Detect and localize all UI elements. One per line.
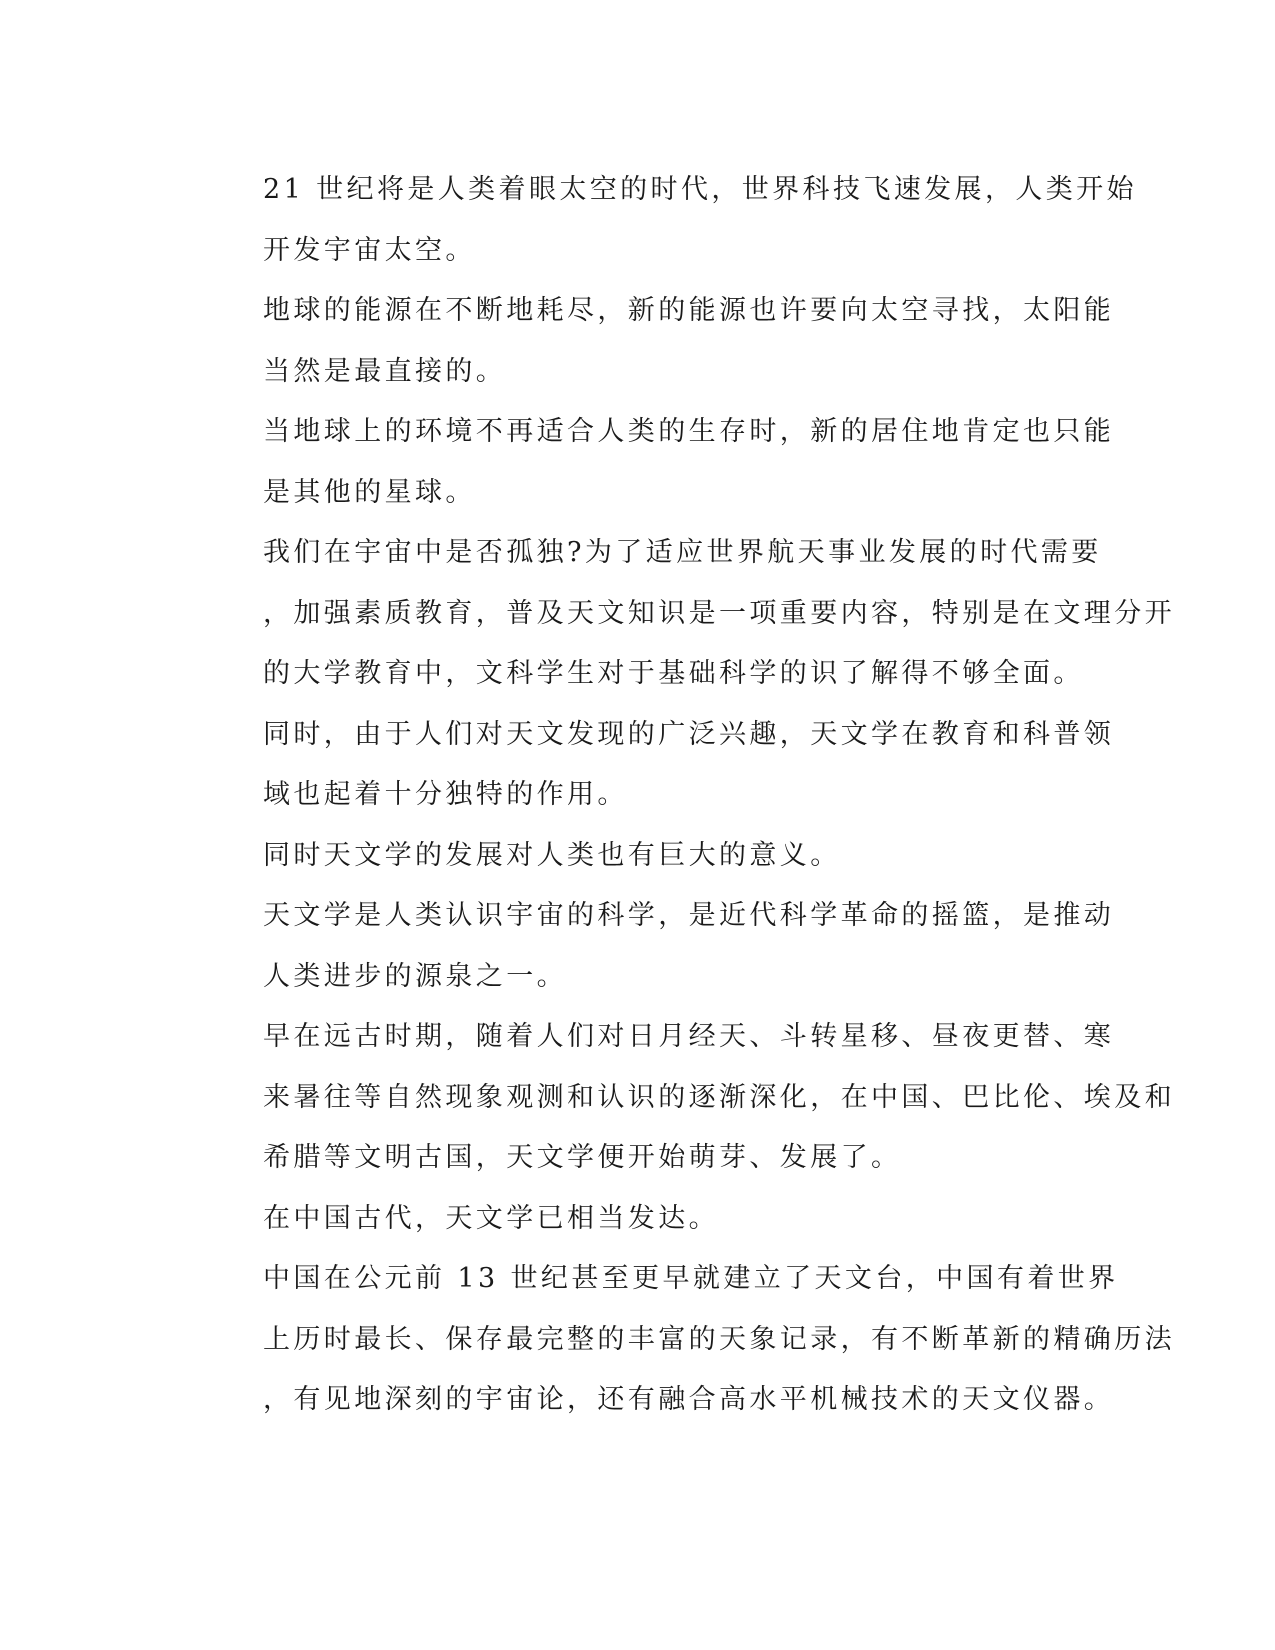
text-line: 当地球上的环境不再适合人类的生存时，新的居住地肯定也只能: [263, 416, 1115, 447]
document-body: [188, 160, 1175, 1431]
text-line: ，加强素质教育，普及天文知识是一项重要内容，特别是在文理分开: [263, 597, 1175, 629]
text-line: 开发宇宙太空。: [263, 234, 476, 266]
text-line: 地球的能源在不断地耗尽，新的能源也许要向太空寻找，太阳能: [263, 295, 1115, 326]
text-line: 希腊等文明古国，天文学便开始萌芽、发展了。: [263, 1142, 902, 1173]
paragraph-2: [188, 281, 1115, 402]
text-line: 的大学教育中，文科学生对于基础科学的识了解得不够全面。: [263, 658, 1084, 689]
paragraph-4: [188, 523, 1175, 705]
text-line: 当然是最直接的。: [263, 355, 507, 387]
paragraph-7: [188, 886, 1115, 1007]
text-line: 上历时最长、保存最完整的丰富的天象记录，有不断革新的精确历法: [263, 1323, 1175, 1355]
paragraph-5: [188, 705, 1115, 826]
text-line: 同时天文学的发展对人类也有巨大的意义。: [263, 839, 841, 871]
paragraph-10: [188, 1249, 1175, 1431]
text-line: 21 世纪将是人类着眼太空的时代，世界科技飞速发展，人类开始: [263, 174, 1137, 205]
text-line: 域也起着十分独特的作用。: [263, 779, 628, 810]
text-line: 早在远古时期，随着人们对日月经天、斗转星移、昼夜更替、寒: [263, 1021, 1115, 1052]
text-line: 同时，由于人们对天文发现的广泛兴趣，天文学在教育和科普领: [263, 718, 1115, 750]
paragraph-1: [188, 160, 1137, 281]
paragraph-9: [188, 1189, 1068, 1250]
text-line: 在中国古代，天文学已相当发达。: [263, 1202, 719, 1234]
text-line: 是其他的星球。: [263, 476, 476, 508]
text-line: 人类进步的源泉之一。: [263, 960, 567, 992]
paragraph-3: [188, 402, 1115, 523]
paragraph-8: [188, 1007, 1175, 1189]
text-line: ，有见地深刻的宇宙论，还有融合高水平机械技术的天文仪器。: [263, 1384, 1115, 1415]
text-line: 来暑往等自然现象观测和认识的逐渐深化，在中国、巴比伦、埃及和: [263, 1081, 1175, 1113]
text-line: 我们在宇宙中是否孤独?为了适应世界航天事业发展的时代需要: [263, 537, 1102, 568]
paragraph-6: [188, 826, 1068, 887]
text-line: 中国在公元前 13 世纪甚至更早就建立了天文台，中国有着世界: [263, 1263, 1119, 1294]
text-line: 天文学是人类认识宇宙的科学，是近代科学革命的摇篮，是推动: [263, 900, 1115, 931]
